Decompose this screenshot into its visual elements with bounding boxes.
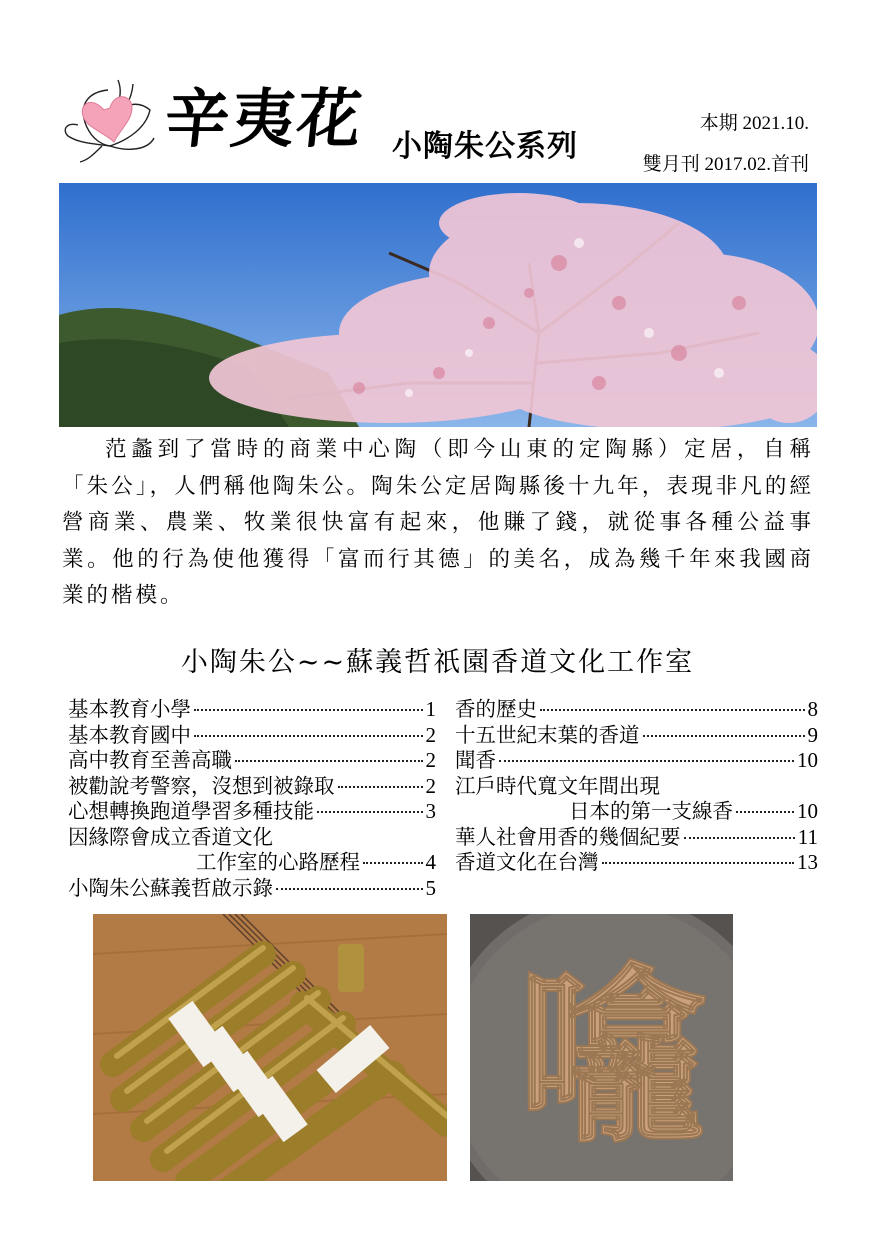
toc-entry-label: 基本教育國中 — [68, 722, 191, 747]
toc-entry — [68, 820, 436, 849]
toc-entry-label: 心想轉換跑道學習多種技能 — [68, 799, 314, 823]
toc-entry-page: 3 — [425, 799, 436, 823]
toc-entry — [68, 743, 436, 772]
toc-entry — [68, 871, 436, 900]
section-title: 小陶朱公~~蘇義哲祇園香道文化工作室 — [180, 647, 695, 678]
toc-entry-label: 工作室的心路歷程 — [196, 850, 360, 874]
toc-right-column — [455, 692, 818, 874]
toc-entry-page: 10 — [797, 748, 818, 772]
masthead-title: 辛夷花 — [161, 82, 367, 157]
carved-character-photo — [470, 914, 733, 1181]
toc-entry-page: 2 — [425, 773, 436, 798]
toc-entry-label: 被勸說考警察，沒想到被錄取 — [68, 773, 335, 798]
toc-entry-label: 香的歷史 — [455, 697, 537, 721]
intro-paragraph: 范蠡到了當時的商業中心陶（即今山東的定陶縣）定居，自稱「朱公」，人們稱他陶朱公。陶朱公定居陶縣後十九年，表現非凡的經營商業、農業、牧業很快富有起來，他賺了錢，就從事各種公益事業。他的行為使他獲得「富而行其德」的美名，成為幾千年來我國商業的楷模。 — [62, 437, 814, 608]
toc-entry-label: 香道文化在台灣 — [455, 850, 599, 874]
toc-entry-page: 9 — [807, 722, 818, 747]
toc-entry-page: 2 — [425, 748, 436, 772]
toc-leader-dots — [194, 735, 423, 737]
toc-entry — [68, 769, 436, 798]
toc-entry-label: 聞香 — [455, 748, 496, 772]
toc-leader-dots — [499, 760, 794, 762]
incense-tubes-photo — [93, 914, 447, 1181]
toc-entry — [455, 769, 818, 798]
toc-leader-dots — [643, 735, 805, 737]
toc-entry-label: 華人社會用香的幾個紀要 — [455, 824, 681, 849]
toc-entry — [455, 794, 818, 823]
toc-entry — [455, 820, 818, 849]
toc-entry — [68, 845, 436, 874]
toc-left-column — [68, 692, 436, 900]
toc-leader-dots — [194, 709, 423, 711]
toc-leader-dots — [363, 862, 423, 864]
toc-leader-dots — [540, 709, 805, 711]
toc-entry — [455, 718, 818, 747]
toc-entry-page: 8 — [807, 697, 818, 721]
magnolia-logo-icon — [58, 70, 163, 165]
toc-entry-label: 小陶朱公蘇義哲啟示錄 — [68, 875, 273, 900]
toc-entry — [68, 692, 436, 721]
toc-leader-dots — [602, 862, 795, 864]
toc-entry-label: 江戶時代寬文年間出現 — [455, 773, 660, 798]
masthead-subtitle: 小陶朱公系列 — [392, 129, 578, 164]
toc-entry-label: 日本的第一支線香 — [569, 799, 733, 823]
magnolia-tree-photo — [59, 183, 817, 427]
toc-entry — [455, 692, 818, 721]
toc-entry — [68, 718, 436, 747]
toc-leader-dots — [736, 811, 794, 813]
toc-entry-label: 高中教育至善高職 — [68, 748, 232, 772]
toc-entry-page: 4 — [425, 850, 436, 874]
toc-leader-dots — [684, 837, 795, 839]
toc-entry-page: 11 — [797, 824, 818, 849]
toc-leader-dots — [235, 760, 423, 762]
toc-entry-label: 因緣際會成立香道文化 — [68, 824, 273, 849]
toc-entry-page: 13 — [797, 850, 818, 874]
toc-entry-page: 10 — [797, 799, 818, 823]
toc-entry-label: 十五世紀末葉的香道 — [455, 722, 640, 747]
toc-entry-page: 1 — [425, 697, 436, 721]
toc-leader-dots — [317, 811, 423, 813]
toc-leader-dots — [338, 786, 423, 788]
toc-entry — [68, 794, 436, 823]
toc-entry-page: 5 — [425, 875, 436, 900]
toc-leader-dots — [276, 888, 423, 890]
issue-first-date: 雙月刊 2017.02.首刊 — [642, 154, 809, 175]
issue-current-date: 本期 2021.10. — [699, 113, 809, 134]
toc-entry-page: 2 — [425, 722, 436, 747]
toc-entry-label: 基本教育小學 — [68, 697, 191, 721]
carved-character: 㘛 — [516, 948, 708, 1169]
